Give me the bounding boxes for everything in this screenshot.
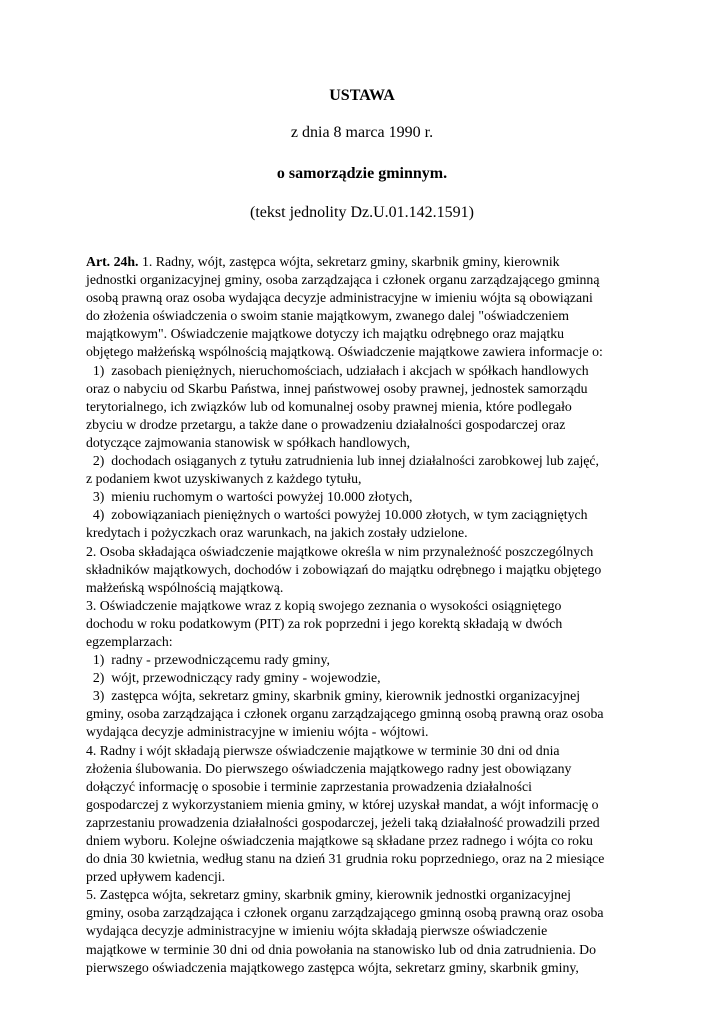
text-line [86,904,646,922]
text-line-content: 3) zastępca wójta, sekretarz gminy, skarbnik gminy, kierownik jednostki organizacyjnej [86,688,581,704]
text-line-content: gminy, osoba zarządzająca i członek organu zarządzającego gminną osobą prawną oraz osoba [86,905,604,921]
text-line-content: składników majątkowych, dochodów i zobowiązań do majątku odrębnego i majątku objętego [86,561,602,577]
act-type-heading: USTAWA [329,87,395,104]
text-line-content: 2) wójt, przewodniczący rady gminy - wojewodzie, [86,670,381,686]
text-line [86,868,646,886]
text-line-content: majątkowym". Oświadczenie majątkowe dotyczy ich majątku odrębnego oraz majątku [86,326,565,342]
text-line-content: 2) dochodach osiąganych z tytułu zatrudnienia lub innej działalności zarobkowej lub zajęć, [86,453,599,469]
text-line-content: 4. Radny i wójt składają pierwsze oświadczenie majątkowe w terminie 30 dni od dnia [86,742,560,758]
text-line [86,922,646,940]
text-line [86,343,646,361]
text-line [86,398,646,416]
text-line [86,832,646,850]
text-line [86,579,646,597]
text-line [86,941,646,959]
text-line [86,886,646,904]
text-line [86,470,646,488]
text-line-content: przed upływem kadencji. [86,869,226,885]
text-line [86,524,646,542]
text-line [86,253,646,271]
text-line [86,687,646,705]
text-line-content: 1) radny - przewodniczącemu rady gminy, [86,652,330,668]
text-line [86,778,646,796]
text-line [86,488,646,506]
text-line-content: 3. Oświadczenie majątkowe wraz z kopią swojego zeznania o wysokości osiągniętego [86,597,562,613]
text-line [86,615,646,633]
text-line [86,362,646,380]
text-line [86,796,646,814]
text-line-content: wydająca decyzje administracyjne w imieniu wójta - wójtowi. [86,724,429,740]
text-line [86,633,646,651]
text-line-content: osobą prawną oraz osoba wydająca decyzje administracyjne w imieniu wójta są obowiązani [86,290,593,306]
text-line-content: dołączyć informację o sposobie i terminie zaprzestania prowadzenia działalności [86,778,532,794]
text-line [86,561,646,579]
consolidated-text-note: (tekst jednolity Dz.U.01.142.1591) [250,204,474,221]
text-line-content: do złożenia oświadczenia o swoim stanie majątkowym, zwanego dalej "oświadczeniem [86,308,569,324]
act-date: z dnia 8 marca 1990 r. [290,124,434,141]
text-line-content: gospodarczej z wykorzystaniem mienia gminy, w której uzyskał mandat, a wójt informację o [86,796,599,812]
text-line [86,705,646,723]
text-line [86,597,646,615]
text-line [86,380,646,398]
text-line-content: majątkowe w terminie 30 dni od dnia powołania na stanowisko lub od dnia zatrudnienia. Do [86,941,596,957]
text-line-content: jednostki organizacyjnej gminy, osoba zarządzająca i członek organu zarządzającego gminną [86,272,600,288]
act-subject-heading: o samorządzie gminnym. [276,165,448,182]
text-line-content: terytorialnego, ich związków lub od komunalnej osoby prawnej mienia, które podlegało [86,398,572,414]
text-line [86,760,646,778]
text-line-content: 1) zasobach pieniężnych, nieruchomościach, udziałach i akcjach w spółkach handlowych [86,362,589,378]
text-line [86,742,646,760]
text-line-content: gminy, osoba zarządzająca i członek organu zarządzającego gminną osobą prawną oraz osoba [86,706,604,722]
text-line [86,506,646,524]
text-line-content: egzemplarzach: [86,633,173,649]
text-line-content: 3) mieniu ruchomym o wartości powyżej 10.000 złotych, [86,489,413,505]
text-line-content: dochodu w roku podatkowym (PIT) za rok poprzedni i jego korektą składają w dwóch [86,615,563,631]
text-line-content: objętego małżeńską wspólnością majątkową. Oświadczenie majątkowe zawiera informacje o: [86,344,603,360]
text-line [86,271,646,289]
text-line [86,452,646,470]
text-line-content: zbyciu w drodze przetargu, a także dane o prowadzeniu działalności gospodarczej oraz [86,416,566,432]
article-body [86,253,646,977]
text-line-content: małżeńską wspólnością majątkową. [86,579,284,595]
text-line-content: 2. Osoba składająca oświadczenie majątkowe określa w nim przynależność poszczególnych [86,543,594,559]
text-line [86,814,646,832]
text-line [86,289,646,307]
text-line-content: dotyczące zajmowania stanowisk w spółkach handlowych, [86,434,411,450]
text-line [86,416,646,434]
text-line [86,325,646,343]
article-label: Art. 24h. [86,254,139,269]
text-line-content: 1. Radny, wójt, zastępca wójta, sekretarz gminy, skarbnik gminy, kierownik [138,254,560,269]
text-line [86,651,646,669]
text-line [86,669,646,687]
text-line-content: oraz o nabyciu od Skarbu Państwa, innej państwowej osoby prawnej, jednostek samorządu [86,380,588,396]
text-line-content: 5. Zastępca wójta, sekretarz gminy, skarbnik gminy, kierownik jednostki organizacyjnej [86,887,571,903]
text-line-content: z podaniem kwot uzyskiwanych z każdego tytułu, [86,471,362,487]
text-line-content: do dnia 30 kwietnia, według stanu na dzień 31 grudnia roku poprzedniego, oraz na 2 miesiące [86,851,605,867]
text-line-content: złożenia ślubowania. Do pierwszego oświadczenia majątkowego radny jest obowiązany [86,760,572,776]
text-line-content: zaprzestaniu prowadzenia działalności gospodarczej, jeżeli taką działalność prowadzili przed [86,814,600,830]
text-line-content: wydająca decyzje administracyjne w imieniu wójta składają pierwsze oświadczenie [86,923,548,939]
text-line-content: 4) zobowiązaniach pieniężnych o wartości powyżej 10.000 złotych, w tym zaciągniętych [86,507,588,523]
text-line [86,307,646,325]
text-line-content: dniem wyboru. Kolejne oświadczenia majątkowe są składane przez radnego i wójta co roku [86,833,593,848]
text-line [86,723,646,741]
text-line [86,434,646,452]
text-line [86,959,646,977]
text-line-content: pierwszego oświadczenia majątkowego zastępca wójta, sekretarz gminy, skarbnik gminy, [86,959,579,975]
text-line [86,850,646,868]
text-line [86,543,646,561]
text-line-content: kredytach i pożyczkach oraz warunkach, na jakich zostały udzielone. [86,525,468,541]
